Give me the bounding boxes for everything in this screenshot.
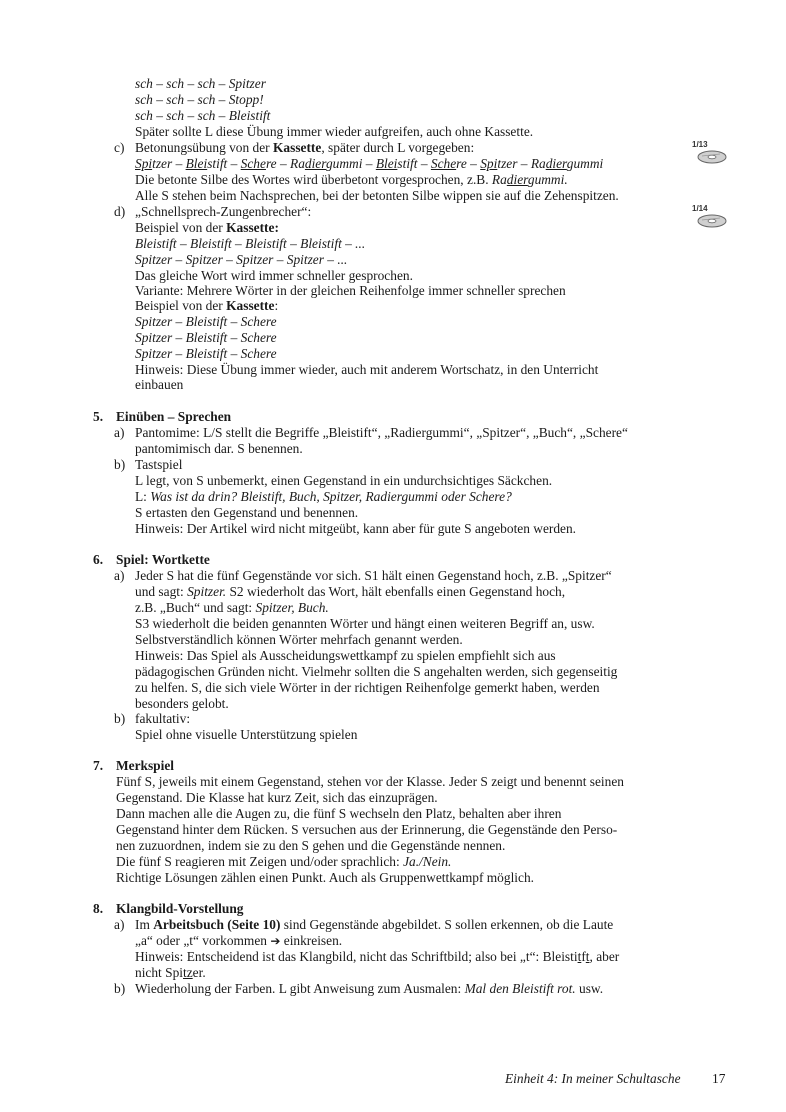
section-6-a-line-9: besonders gelobt. <box>135 696 229 711</box>
section-6-number: 6. <box>93 552 104 567</box>
section-6-a-line-2: und sagt: Spitzer. S2 wiederholt das Wort, hält ebenfalls einen Gegenstand hoch, <box>135 584 566 599</box>
page-number: 17 <box>712 1071 726 1086</box>
section-7-line-1: Fünf S, jeweils mit einem Gegenstand, stehen vor der Klasse. Jeder S zeigt und benennt seinen <box>116 774 624 789</box>
section-5-b-line-2: L legt, von S unbemerkt, einen Gegenstand in ein undurchsichtiges Säckchen. <box>135 473 553 488</box>
item-c-intro: Betonungsübung von der Kassette, später durch L vorgegeben: <box>135 140 475 155</box>
section-6-a-marker: a) <box>114 568 125 583</box>
section-5-b-line-3: L: Was ist da drin? Bleistift, Buch, Spitzer, Radiergummi oder Schere? <box>135 489 512 504</box>
footer-chapter: Einheit 4: In meiner Schultasche <box>505 1071 681 1086</box>
word-sequence-2: Spitzer – Bleistift – Schere <box>135 330 277 345</box>
section-6-b-line-1: fakultativ: <box>135 711 191 726</box>
section-7-line-4: Gegenstand hinter dem Rücken. S versuchen aus der Erinnerung, die Gegenstände den Perso- <box>116 822 618 837</box>
word-sequence-3: Spitzer – Bleistift – Schere <box>135 346 277 361</box>
section-7-line-6: Die fünf S reagieren mit Zeigen und/oder sprachlich: Ja./Nein. <box>116 854 452 869</box>
section-7-line-7: Richtige Lösungen zählen einen Punkt. Auch als Gruppenwettkampf möglich. <box>116 870 534 885</box>
item-c-instruction: Alle S stehen beim Nachsprechen, bei der betonten Silbe wippen sie auf die Zehenspitzen. <box>135 188 619 203</box>
cd-icon <box>694 144 728 166</box>
section-5-number: 5. <box>93 409 104 424</box>
cd-track-label: 1/14 <box>692 204 708 213</box>
item-d-marker: d) <box>114 204 126 219</box>
section-7-line-5: nen zuzuordnen, indem sie zu den S gehen und die Gegenstände nennen. <box>116 838 506 853</box>
word-sequence-1: Spitzer – Bleistift – Schere <box>135 314 277 329</box>
chant-line-1: sch – sch – sch – Spitzer <box>135 76 266 91</box>
section-7-line-3: Dann machen alle die Augen zu, die fünf S wechseln den Platz, behalten aber ihren <box>116 806 562 821</box>
section-8-number: 8. <box>93 901 104 916</box>
stress-word-sequence: Spitzer – Bleistift – Schere – Radiergummi – Bleistift – Schere – Spitzer – Radiergummi <box>135 156 604 171</box>
section-6-heading: Spiel: Wortkette <box>116 552 210 567</box>
chant-line-3: sch – sch – sch – Bleistift <box>135 108 271 123</box>
section-8-a-line-4: nicht Spitzer. <box>135 965 206 980</box>
arrow-right-icon: ➔ <box>270 934 281 948</box>
section-6-a-line-4: S3 wiederholt die beiden genannten Wörter und hängt einen weiteren Begriff an, usw. <box>135 616 595 631</box>
section-7-line-2: Gegenstand. Die Klasse hat kurz Zeit, sich das einzuprägen. <box>116 790 438 805</box>
section-6-a-line-5: Selbstverständlich können Wörter mehrfach genannt werden. <box>135 632 463 647</box>
cd-icon <box>694 208 728 230</box>
section-5-a-marker: a) <box>114 425 125 440</box>
section-8-b-marker: b) <box>114 981 126 996</box>
section-7-number: 7. <box>93 758 104 773</box>
section-8-a-line-3: Hinweis: Entscheidend ist das Klangbild, nicht das Schriftbild; also bei „t“: Bleistitft, aber <box>135 949 620 964</box>
section-6-a-line-6: Hinweis: Das Spiel als Ausscheidungswettkampf zu spielen empfiehlt sich aus <box>135 648 556 663</box>
section-5-b-line-1: Tastspiel <box>135 457 183 472</box>
item-d-example-label-2: Beispiel von der Kassette: <box>135 298 279 313</box>
section-8-heading: Klangbild-Vorstellung <box>116 901 244 916</box>
item-d-variant: Variante: Mehrere Wörter in der gleichen Reihenfolge immer schneller sprechen <box>135 283 566 298</box>
cd-track-label: 1/13 <box>692 140 708 149</box>
section-6-a-line-7: pädagogischen Gründen nicht. Vielmehr sollten die S angehalten werden, sich gegenseitig <box>135 664 618 679</box>
item-d-hint-2: einbauen <box>135 377 184 392</box>
section-8-a-line-1: Im Arbeitsbuch (Seite 10) sind Gegenstände abgebildet. S sollen erkennen, ob die Laute <box>135 917 614 932</box>
section-6-a-line-1: Jeder S hat die fünf Gegenstände vor sich. S1 hält einen Gegenstand hoch, z.B. „Spitzer“ <box>135 568 612 583</box>
section-5-b-line-5: Hinweis: Der Artikel wird nicht mitgeübt, kann aber für gute S angeboten werden. <box>135 521 577 536</box>
section-6-a-line-8: zu helfen. S, die sich viele Wörter in der richtigen Reihenfolge gemerkt haben, werden <box>135 680 600 695</box>
item-c-marker: c) <box>114 140 125 155</box>
section-6-b-marker: b) <box>114 711 126 726</box>
section-5-a-line-1: Pantomime: L/S stellt die Begriffe „Bleistift“, „Radiergummi“, „Spitzer“, „Buch“, „Schere“ <box>135 425 628 440</box>
section-8-b-line-1: Wiederholung der Farben. L gibt Anweisung zum Ausmalen: Mal den Bleistift rot. usw. <box>135 981 604 996</box>
item-c-explanation: Die betonte Silbe des Wortes wird überbetont vorgesprochen, z.B. Radiergummi. <box>135 172 568 187</box>
item-d-note-1: Das gleiche Wort wird immer schneller gesprochen. <box>135 268 413 283</box>
chant-line-2: sch – sch – sch – Stopp! <box>135 92 264 107</box>
tongue-twister-2: Spitzer – Spitzer – Spitzer – Spitzer – ... <box>135 252 348 267</box>
item-d-hint-1: Hinweis: Diese Übung immer wieder, auch mit anderem Wortschatz, in den Unterricht <box>135 362 599 377</box>
section-6-b-line-2: Spiel ohne visuelle Unterstützung spielen <box>135 727 358 742</box>
section-6-a-line-3: z.B. „Buch“ und sagt: Spitzer, Buch. <box>135 600 329 615</box>
section-8-a-marker: a) <box>114 917 125 932</box>
tongue-twister-1: Bleistift – Bleistift – Bleistift – Bleistift – ... <box>135 236 366 251</box>
section-5-a-line-2: pantomimisch dar. S benennen. <box>135 441 303 456</box>
section-7-heading: Merkspiel <box>116 758 175 773</box>
section-5-b-marker: b) <box>114 457 126 472</box>
section-5-b-line-4: S ertasten den Gegenstand und benennen. <box>135 505 359 520</box>
section-8-a-line-2: „a“ oder „t“ vorkommen ➔ einkreisen. <box>135 933 343 948</box>
chant-note: Später sollte L diese Übung immer wieder aufgreifen, auch ohne Kassette. <box>135 124 534 139</box>
item-d-example-label: Beispiel von der Kassette: <box>135 220 279 235</box>
section-5-heading: Einüben – Sprechen <box>116 409 232 424</box>
item-d-title: „Schnellsprech-Zungenbrecher“: <box>135 204 312 219</box>
